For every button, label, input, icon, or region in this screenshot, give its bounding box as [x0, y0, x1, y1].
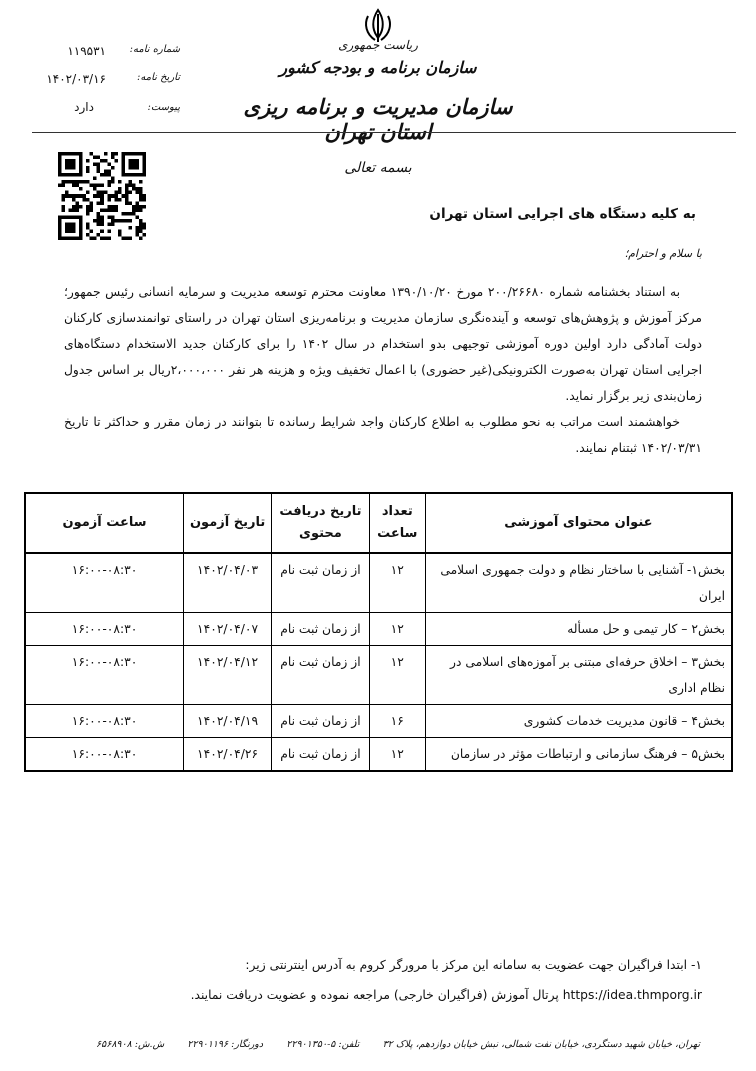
header-divider: [32, 132, 736, 133]
row-title: بخش۱- آشنایی با ساختار نظام و دولت جمهوری اسلامی ایران: [425, 553, 732, 613]
row-exam-date: ۱۴۰۲/۰۴/۰۳: [184, 553, 272, 613]
footnote-text-end: پرتال آموزش (فراگیران خارجی) مراجعه نموده و عضویت دریافت نمایند.: [190, 988, 559, 1002]
header-hours: تعداد ساعت: [369, 493, 425, 553]
row-receipt: از زمان ثبت نام: [272, 705, 370, 738]
footnote-text: ۱- ابتدا فراگیران جهت عضویت به سامانه این مرکز با مرورگر کروم به آدرس اینترنتی زیر:: [245, 958, 702, 972]
row-exam-date: ۱۴۰۲/۰۴/۱۹: [184, 705, 272, 738]
row-hours: ۱۲: [369, 738, 425, 772]
row-exam-date: ۱۴۰۲/۰۴/۲۶: [184, 738, 272, 772]
row-receipt: از زمان ثبت نام: [272, 738, 370, 772]
header-exam-date: تاریخ آزمون: [184, 493, 272, 553]
letter-number-label: شماره نامه:: [129, 44, 180, 55]
greeting: با سلام و احترام؛: [624, 247, 702, 260]
letter-date-label: تاریخ نامه:: [137, 72, 180, 83]
table-row: [25, 738, 732, 772]
row-exam-time: ۱۶:۰۰-۰۸:۳۰: [25, 646, 184, 705]
row-exam-time: ۱۶:۰۰-۰۸:۳۰: [25, 613, 184, 646]
row-receipt: از زمان ثبت نام: [272, 553, 370, 613]
row-receipt: از زمان ثبت نام: [272, 646, 370, 705]
portal-link[interactable]: https://idea.thmporg.ir: [562, 988, 702, 1002]
row-receipt: از زمان ثبت نام: [272, 613, 370, 646]
row-exam-time: ۱۶:۰۰-۰۸:۳۰: [25, 705, 184, 738]
footnote: [60, 950, 702, 1010]
row-title: بخش۳ – اخلاق حرفه‌ای مبتنی بر آموزه‌های اسلامی در نظام اداری: [425, 646, 732, 705]
header-receipt: تاریخ دریافت محتوی: [272, 493, 370, 553]
table-header-row: [25, 493, 732, 553]
row-hours: ۱۲: [369, 613, 425, 646]
basmala: بسمه تعالی: [344, 160, 412, 176]
schedule-table: [24, 492, 733, 772]
body-paragraph-1: به استناد بخشنامه شماره ۲۰۰/۲۶۶۸۰ مورخ ۱۳۹۰/۱۰/۲۰ معاونت محترم توسعه مدیریت و سرمایه انسانی رئیس جمهور؛ مرکز آموزش و پژوهش‌های توسعه و آینده‌نگری سازمان مدیریت و برنامه‌ریزی استان تهران در راستای توانمندسازی کارکنان دولت آمادگی دارد اولین دوره آموزشی توجیهی بدو استخدام در سال ۱۴۰۲ را برای کارکنان جدید الاستخدام دستگاه‌های اجرایی استان تهران به‌صورت الکترونیکی(غیر حضوری) با اعمال تخفیف ویژه و هزینه هر نفر ۲،۰۰۰،۰۰۰ریال بر اساس جدول زمان‌بندی زیر برگزار نماید.: [64, 285, 702, 403]
table-row: [25, 646, 732, 705]
row-hours: ۱۶: [369, 705, 425, 738]
row-title: بخش۵ – فرهنگ سازمانی و ارتباطات مؤثر در سازمان: [425, 738, 732, 772]
row-exam-date: ۱۴۰۲/۰۴/۱۲: [184, 646, 272, 705]
body-paragraph-2: خواهشمند است مراتب به نحو مطلوب به اطلاع کارکنان واجد شرایط رسانده تا بتوانند در زمان مقرر و حداکثر تا تاریخ ۱۴۰۲/۰۳/۳۱ ثبتنام نمایند.: [64, 415, 702, 455]
organization-name: سازمان برنامه و بودجه کشور: [279, 58, 477, 77]
address-footer: [96, 1039, 700, 1050]
letter-date-value: ۱۴۰۲/۰۳/۱۶: [46, 72, 106, 86]
row-exam-time: ۱۶:۰۰-۰۸:۳۰: [25, 738, 184, 772]
attachment-value: دارد: [74, 100, 94, 114]
table-row: [25, 705, 732, 738]
row-title: بخش۴ – قانون مدیریت خدمات کشوری: [425, 705, 732, 738]
attachment-label: پیوست:: [147, 102, 180, 113]
letter-body: [64, 279, 702, 461]
recipient-line: به کلیه دستگاه های اجرایی استان تهران: [429, 206, 696, 222]
table-row: [25, 553, 732, 613]
letter-number-value: ۱۱۹۵۳۱: [67, 44, 106, 58]
postal-code: ش.ش: ۶۵۶۸۹۰۸: [96, 1039, 165, 1050]
row-exam-time: ۱۶:۰۰-۰۸:۳۰: [25, 553, 184, 613]
header-exam-time: ساعت آزمون: [25, 493, 184, 553]
qr-code-icon: [58, 152, 146, 240]
row-hours: ۱۲: [369, 646, 425, 705]
phone-number: تلفن: ۵-۲۲۹۰۱۳۵۰: [286, 1039, 360, 1050]
table-row: [25, 613, 732, 646]
province-organization-name: سازمان مدیریت و برنامه ریزی استان تهران: [243, 94, 513, 144]
presidency-label: ریاست جمهوری: [338, 38, 418, 52]
row-title: بخش۲ – کار تیمی و حل مسأله: [425, 613, 732, 646]
row-hours: ۱۲: [369, 553, 425, 613]
header-title: عنوان محتوای آموزشی: [425, 493, 732, 553]
fax-number: دورنگار: ۲۲۹۰۱۱۹۶: [187, 1039, 264, 1050]
street-address: تهران، خیابان شهید دستگردی، خیابان نفت شمالی، نبش خیابان دوازدهم، پلاک ۳۲: [382, 1039, 700, 1050]
row-exam-date: ۱۴۰۲/۰۴/۰۷: [184, 613, 272, 646]
